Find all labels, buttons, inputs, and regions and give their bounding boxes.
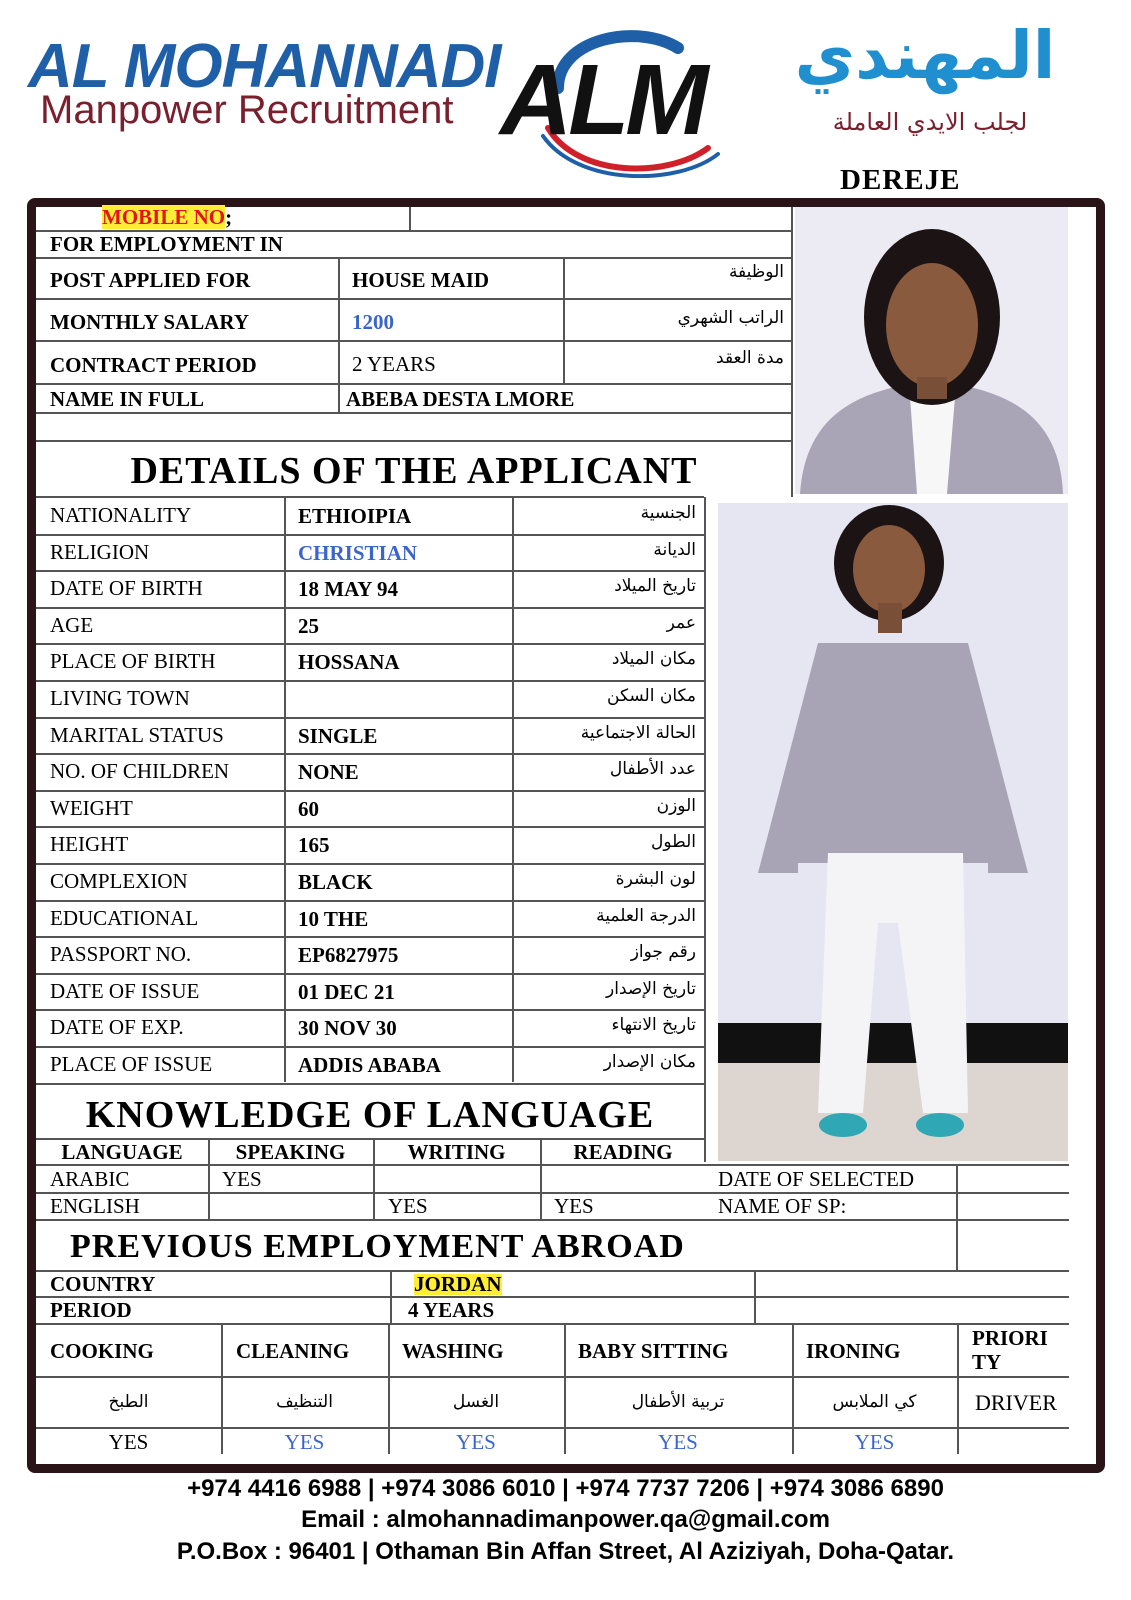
post-label-ar: الوظيفة [728,262,784,282]
detail-label-ar: تاريخ الإصدار [606,979,696,999]
salary-value: 1200 [352,310,394,334]
detail-value: CHRISTIAN [298,541,418,565]
detail-label-ar: الديانة [653,540,696,560]
company-name-ar: المهندي [794,17,1056,94]
logo-text: ALM [500,44,705,156]
ironing-ar: كي الملابس [832,1392,917,1412]
details-title: DETAILS OF THE APPLICANT [130,450,698,492]
detail-label: PASSPORT NO. [50,942,192,966]
salary-label-ar: الراتب الشهري [677,308,784,328]
english-reading: YES [554,1194,594,1218]
details-row-divider [36,863,704,865]
detail-value: 30 NOV 30 [298,1016,397,1040]
reading-header: READING [573,1140,673,1164]
language-arabic: ARABIC [50,1167,130,1191]
ironing-value: YES [854,1430,895,1454]
post-label: POST APPLIED FOR [50,268,251,292]
detail-label: NATIONALITY [50,503,192,527]
language-header: LANGUAGE [61,1140,183,1164]
cleaning-header: CLEANING [236,1339,350,1363]
baby-sitting-header: BABY SITTING [578,1339,729,1363]
details-row-divider [36,607,704,609]
ironing-header: IRONING [806,1339,901,1363]
cooking-header: COOKING [50,1339,154,1363]
post-value: HOUSE MAID [352,268,490,292]
detail-value: 18 MAY 94 [298,577,398,601]
detail-label: HEIGHT [50,832,129,856]
writing-header: WRITING [407,1140,506,1164]
cleaning-value: YES [284,1430,325,1454]
contract-label-ar: مدة العقد [716,348,784,368]
detail-value: 01 DEC 21 [298,980,395,1004]
detail-label-ar: عمر [666,613,696,633]
detail-label-ar: الدرجة العلمية [596,906,696,926]
baby-sitting-ar: تربية الأطفال [631,1392,725,1412]
detail-label: MARITAL STATUS [50,723,224,747]
details-row-divider [36,1009,704,1011]
detail-label-ar: عدد الأطفال [609,759,696,779]
mobile-label: MOBILE NO; [102,205,233,229]
detail-label: LIVING TOWN [50,686,190,710]
language-title: KNOWLEDGE OF LANGUAGE [85,1094,655,1136]
detail-value: ADDIS ABABA [298,1053,441,1077]
detail-label-ar: الجنسية [640,503,696,523]
detail-label: WEIGHT [50,796,133,820]
details-row-divider [36,826,704,828]
washing-header: WASHING [402,1339,504,1363]
details-row-divider [36,753,704,755]
washing-value: YES [456,1430,496,1454]
detail-label: RELIGION [50,540,150,564]
detail-value: ETHIOIPIA [298,504,412,528]
arabic-speaking: YES [222,1167,262,1191]
detail-label-ar: مكان السكن [607,686,696,706]
previous-employment-title: PREVIOUS EMPLOYMENT ABROAD [70,1228,685,1265]
footer-phones: +974 4416 6988 | +974 3086 6010 | +974 7737 7206 | +974 3086 6890 [187,1475,944,1502]
company-name-en: AL MOHANNADI [28,32,501,101]
details-row-divider [36,643,704,645]
agent-name: DEREJE [840,164,961,196]
details-row-divider [36,680,704,682]
detail-value: HOSSANA [298,650,400,674]
detail-label: NO. OF CHILDREN [50,759,230,783]
detail-label: DATE OF ISSUE [50,979,200,1003]
employment-label: FOR EMPLOYMENT IN [50,232,283,256]
detail-label: DATE OF BIRTH [50,576,203,600]
detail-label-ar: رقم جواز [630,942,696,962]
detail-label: EDUCATIONAL [50,906,199,930]
detail-value: 60 [298,797,319,821]
full-name-label: NAME IN FULL [50,387,205,411]
footer-address: P.O.Box : 96401 | Othaman Bin Affan Street, Al Aziziyah, Doha-Qatar. [176,1538,955,1565]
detail-label-ar: تاريخ الانتهاء [611,1015,696,1035]
details-row-divider [36,790,704,792]
detail-value: 10 THE [298,907,369,931]
cleaning-ar: التنظيف [276,1392,333,1412]
priority-header-1: PRIORI [972,1326,1048,1350]
detail-label-ar: مكان الميلاد [611,649,696,669]
date-selected-label: DATE OF SELECTED [718,1167,914,1191]
salary-label: MONTHLY SALARY [50,310,249,334]
detail-label-ar: تاريخ الميلاد [614,576,696,596]
period-value: 4 YEARS [408,1298,495,1322]
details-row-divider [36,1083,704,1085]
speaking-header: SPEAKING [235,1140,346,1164]
detail-value: SINGLE [298,724,378,748]
detail-value: NONE [298,760,359,784]
detail-label-ar: مكان الإصدار [603,1052,696,1072]
contract-value: 2 YEARS [352,352,436,376]
english-writing: YES [388,1194,428,1218]
full-name-value: ABEBA DESTA LMORE [346,387,575,411]
footer-email: Email : almohannadimanpower.qa@gmail.com [301,1506,830,1533]
period-label: PERIOD [50,1298,132,1322]
detail-label: PLACE OF BIRTH [50,649,216,673]
detail-value: 25 [298,614,319,638]
detail-value: 165 [298,833,330,857]
applicant-full-body-photo [718,503,1068,1161]
cooking-ar: الطبخ [108,1392,149,1412]
applicant-portrait-photo [795,207,1068,494]
detail-label: AGE [50,613,94,637]
details-row-divider [36,936,704,938]
details-row-divider [36,717,704,719]
details-row-divider [36,900,704,902]
details-row-divider [36,534,704,536]
detail-label-ar: الحالة الاجتماعية [580,723,696,743]
detail-value: BLACK [298,870,373,894]
country-value: JORDAN [414,1272,502,1296]
country-label: COUNTRY [50,1272,156,1296]
language-english: ENGLISH [50,1194,140,1218]
washing-ar: الغسل [452,1392,500,1412]
detail-label-ar: لون البشرة [615,869,696,889]
details-row-divider [36,1046,704,1048]
detail-label: COMPLEXION [50,869,188,893]
details-row-divider [36,570,704,572]
cooking-value: YES [108,1430,149,1454]
contract-label: CONTRACT PERIOD [50,353,257,377]
details-row-divider [36,973,704,975]
priority-header-2: TY [972,1350,1002,1374]
detail-label-ar: الطول [651,832,696,852]
baby-sitting-value: YES [658,1430,698,1454]
company-subtitle-en: Manpower Recruitment [40,88,454,132]
priority-value: DRIVER [975,1390,1057,1415]
detail-label: DATE OF EXP. [50,1015,184,1039]
sp-name-label: NAME OF SP: [718,1194,847,1218]
detail-label: PLACE OF ISSUE [50,1052,213,1076]
detail-label-ar: الوزن [656,796,696,816]
company-subtitle-ar: لجلب الايدي العاملة [832,108,1028,136]
detail-value: EP6827975 [298,943,399,967]
